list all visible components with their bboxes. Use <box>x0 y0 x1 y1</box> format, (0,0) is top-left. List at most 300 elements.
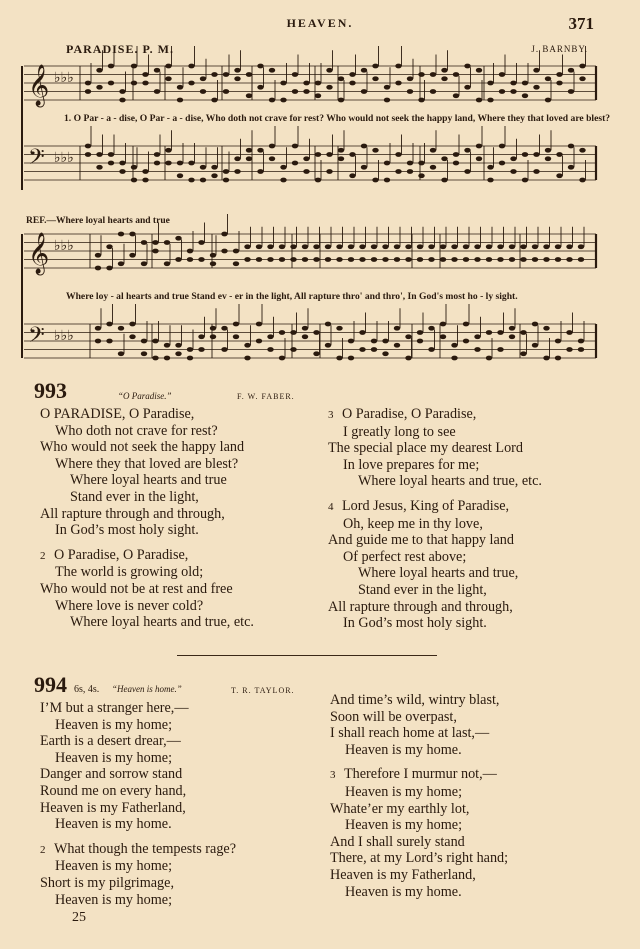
note-head <box>543 244 549 249</box>
verse-text: Heaven is my home; <box>345 817 463 834</box>
note-head <box>384 161 390 166</box>
note-head <box>279 244 285 249</box>
verse-line <box>40 841 236 859</box>
note-head <box>129 232 135 237</box>
note-head <box>303 169 309 174</box>
note-head <box>556 81 562 86</box>
hymn-993-right-column <box>328 406 542 632</box>
clef-symbol: 𝄢 <box>28 145 45 175</box>
verse-line <box>40 750 236 767</box>
note-head <box>106 322 112 327</box>
note-head <box>244 257 250 262</box>
verse-text: Heaven is my home; <box>345 783 463 800</box>
note-head <box>382 339 388 344</box>
note-head <box>405 244 411 249</box>
verse-text: Therefore I murmur not,— <box>344 766 497 783</box>
note-head <box>279 330 285 335</box>
tune-name: PARADISE. P. M. <box>66 42 175 56</box>
note-head <box>85 89 91 94</box>
note-head <box>141 351 147 356</box>
verse-line <box>40 439 254 456</box>
verse-text: Whate’er my earthly lot, <box>330 800 470 817</box>
note-head <box>96 85 102 90</box>
verse-text: Heaven is my home; <box>55 858 173 875</box>
note-head <box>313 257 319 262</box>
note-head <box>164 261 170 266</box>
note-head <box>407 169 413 174</box>
verse-text: Danger and sorrow stand <box>40 766 183 783</box>
note-head <box>382 351 388 356</box>
note-head <box>441 156 447 161</box>
note-head <box>188 81 194 86</box>
verse-number: 4 <box>328 500 334 513</box>
note-head <box>497 257 503 262</box>
note-head <box>566 347 572 352</box>
note-head <box>545 148 551 153</box>
verse-line <box>330 784 508 801</box>
verse-line <box>330 742 508 759</box>
note-head <box>303 156 309 161</box>
note-head <box>221 232 227 237</box>
note-head <box>95 339 101 344</box>
note-head <box>292 89 298 94</box>
verse-text: Where loyal hearts and true, etc. <box>70 614 254 631</box>
note-head <box>141 261 147 266</box>
note-head <box>533 85 539 90</box>
hymn-993-author: F. W. FABER. <box>237 392 295 401</box>
note-head <box>152 356 158 361</box>
verse-text: The special place my dearest Lord <box>328 440 523 457</box>
page-number: 371 <box>568 14 594 33</box>
note-head <box>441 178 447 183</box>
verse-line <box>328 565 542 582</box>
verse-line <box>40 783 236 800</box>
note-head <box>233 334 239 339</box>
note-head <box>256 244 262 249</box>
verse-text: Heaven is my home; <box>55 891 173 908</box>
hymn-993-left-column <box>40 406 254 631</box>
verse-text: Heaven is my home. <box>345 883 462 900</box>
note-head <box>96 152 102 157</box>
note-head <box>384 178 390 183</box>
verse-text: And guide me to that happy land <box>328 532 514 549</box>
note-head <box>372 148 378 153</box>
note-head <box>555 339 561 344</box>
verse-line <box>40 423 254 440</box>
note-head <box>244 343 250 348</box>
note-head <box>85 144 91 149</box>
verse-line <box>40 816 236 833</box>
note-head <box>187 249 193 254</box>
verse-line <box>40 598 254 615</box>
verse-line <box>328 457 542 474</box>
note-head <box>131 165 137 170</box>
note-head <box>131 64 137 69</box>
note-head <box>267 334 273 339</box>
verse-line <box>40 581 254 598</box>
note-head <box>359 330 365 335</box>
verse-line <box>328 473 542 490</box>
note-head <box>510 169 516 174</box>
note-head <box>221 249 227 254</box>
note-head <box>257 148 263 153</box>
note-head <box>418 173 424 178</box>
key-signature: ♭♭♭ <box>54 150 74 166</box>
note-head <box>418 72 424 77</box>
verse-line <box>330 884 508 901</box>
note-head <box>325 343 331 348</box>
note-head <box>326 68 332 73</box>
verse-text: And I shall surely stand <box>330 833 465 850</box>
note-head <box>142 72 148 77</box>
note-head <box>520 330 526 335</box>
note-head <box>211 72 217 77</box>
note-head <box>418 161 424 166</box>
note-head <box>405 334 411 339</box>
note-head <box>510 89 516 94</box>
note-head <box>280 165 286 170</box>
verse-line <box>40 717 236 734</box>
note-head <box>269 156 275 161</box>
verse-line <box>40 522 254 539</box>
verse-line <box>40 700 236 717</box>
verse-text: Where they that loved are blest? <box>55 455 239 472</box>
note-head <box>165 76 171 81</box>
note-head <box>223 178 229 183</box>
verse-text: I’M but a stranger here,— <box>40 700 189 716</box>
note-head <box>476 156 482 161</box>
music-score <box>0 0 640 380</box>
note-head <box>361 165 367 170</box>
verse-line <box>330 692 508 709</box>
note-head <box>188 64 194 69</box>
verse-line <box>330 867 508 884</box>
note-head <box>395 64 401 69</box>
note-head <box>497 330 503 335</box>
note-head <box>177 161 183 166</box>
verse-text: In God’s most holy sight. <box>343 615 487 632</box>
note-head <box>200 165 206 170</box>
verse-line <box>40 833 236 841</box>
verse-number: 3 <box>328 409 334 421</box>
note-head <box>384 85 390 90</box>
note-head <box>566 330 572 335</box>
verse-text: O Paradise, O Paradise, <box>54 546 189 563</box>
note-head <box>497 347 503 352</box>
note-head <box>108 81 114 86</box>
note-head <box>349 173 355 178</box>
note-head <box>325 257 331 262</box>
verse-line <box>330 801 508 818</box>
note-head <box>315 81 321 86</box>
note-head <box>499 72 505 77</box>
note-head <box>509 326 515 331</box>
printer-signature: 25 <box>72 910 86 925</box>
verse-line <box>40 406 254 423</box>
verse-number: 3 <box>330 769 336 782</box>
verse-line <box>330 758 508 766</box>
note-head <box>555 244 561 249</box>
verse-text: Short is my pilgrimage, <box>40 874 174 891</box>
note-head <box>302 244 308 249</box>
note-head <box>532 244 538 249</box>
clef-symbol: 𝄞 <box>28 65 50 106</box>
note-head <box>463 244 469 249</box>
note-head <box>474 334 480 339</box>
verse-line <box>328 498 542 516</box>
note-head <box>280 178 286 183</box>
note-head <box>267 257 273 262</box>
note-head <box>417 339 423 344</box>
note-head <box>359 347 365 352</box>
note-head <box>555 356 561 361</box>
note-head <box>522 178 528 183</box>
note-head <box>361 144 367 149</box>
note-head <box>499 89 505 94</box>
note-head <box>509 334 515 339</box>
note-head <box>95 253 101 258</box>
verse-text: Of perfect rest above; <box>343 548 467 565</box>
note-head <box>302 326 308 331</box>
note-head <box>223 89 229 94</box>
verse-line <box>330 850 508 867</box>
note-head <box>106 266 112 271</box>
note-head <box>325 244 331 249</box>
note-head <box>175 351 181 356</box>
note-head <box>200 76 206 81</box>
verse-text: Heaven is my home. <box>55 816 172 833</box>
note-head <box>532 257 538 262</box>
hymn-994-right-column <box>330 692 508 900</box>
verse-text: Who would not be at rest and free <box>40 580 233 597</box>
note-head <box>486 257 492 262</box>
verse-line <box>328 532 542 549</box>
note-head <box>474 244 480 249</box>
note-head <box>106 339 112 344</box>
verse-text: There, at my Lord’s right hand; <box>330 850 509 867</box>
note-head <box>509 257 515 262</box>
note-head <box>487 98 493 103</box>
note-head <box>533 68 539 73</box>
note-head <box>453 152 459 157</box>
note-head <box>313 244 319 249</box>
note-head <box>520 351 526 356</box>
verse-line <box>328 599 542 616</box>
verse-text: I greatly long to see <box>343 423 456 440</box>
verse-text: All rapture through and through, <box>40 505 225 522</box>
note-head <box>359 257 365 262</box>
note-head <box>303 81 309 86</box>
note-head <box>578 257 584 262</box>
note-head <box>428 326 434 331</box>
note-head <box>428 244 434 249</box>
note-head <box>223 72 229 77</box>
note-head <box>246 156 252 161</box>
note-head <box>579 76 585 81</box>
note-head <box>395 81 401 86</box>
note-head <box>118 261 124 266</box>
note-head <box>269 144 275 149</box>
verse-line <box>330 834 508 851</box>
note-head <box>198 257 204 262</box>
verse-text: Who would not seek the happy land <box>40 439 245 456</box>
note-head <box>177 173 183 178</box>
note-head <box>198 334 204 339</box>
note-head <box>313 351 319 356</box>
note-head <box>474 257 480 262</box>
note-head <box>129 322 135 327</box>
note-head <box>154 161 160 166</box>
note-head <box>348 339 354 344</box>
note-head <box>372 76 378 81</box>
note-head <box>418 98 424 103</box>
note-head <box>200 178 206 183</box>
note-head <box>85 152 91 157</box>
note-head <box>463 257 469 262</box>
verse-text: Who doth not crave for rest? <box>55 422 218 439</box>
note-head <box>476 144 482 149</box>
note-head <box>267 244 273 249</box>
note-head <box>336 326 342 331</box>
note-head <box>129 253 135 258</box>
note-head <box>405 257 411 262</box>
note-head <box>348 356 354 361</box>
note-head <box>451 343 457 348</box>
note-head <box>394 257 400 262</box>
note-head <box>221 347 227 352</box>
key-signature: ♭♭♭ <box>54 70 74 86</box>
note-head <box>428 257 434 262</box>
note-head <box>545 76 551 81</box>
note-head <box>326 152 332 157</box>
note-head <box>543 356 549 361</box>
section-divider <box>177 655 437 656</box>
note-head <box>165 161 171 166</box>
note-head <box>349 81 355 86</box>
note-head <box>464 85 470 90</box>
note-head <box>533 169 539 174</box>
note-head <box>487 81 493 86</box>
verse-text: Soon will be overpast, <box>330 708 457 725</box>
note-head <box>141 240 147 245</box>
note-head <box>326 85 332 90</box>
note-head <box>246 93 252 98</box>
note-head <box>164 343 170 348</box>
note-head <box>257 169 263 174</box>
note-head <box>211 98 217 103</box>
verse-line <box>328 406 542 424</box>
note-head <box>290 257 296 262</box>
note-head <box>361 89 367 94</box>
note-head <box>257 64 263 69</box>
note-head <box>154 89 160 94</box>
page-header-title: HEAVEN. <box>286 16 354 30</box>
note-head <box>338 98 344 103</box>
note-head <box>382 257 388 262</box>
verse-line <box>40 472 254 489</box>
verse-text: Where loyal hearts and true, <box>358 565 519 582</box>
note-head <box>96 68 102 73</box>
verse-line <box>40 489 254 506</box>
note-head <box>338 156 344 161</box>
note-head <box>152 240 158 245</box>
note-head <box>453 93 459 98</box>
note-head <box>234 156 240 161</box>
lyric-line-2: Where loy - al hearts and true Stand ev - er in the light, All rapture thro' and thro', In God's most ho - ly sight. <box>66 291 518 302</box>
note-head <box>440 334 446 339</box>
verse-text: Stand ever in the light, <box>358 581 487 598</box>
note-head <box>348 244 354 249</box>
verse-line <box>330 766 508 784</box>
note-head <box>198 240 204 245</box>
note-head <box>152 339 158 344</box>
note-head <box>520 257 526 262</box>
verse-line <box>328 615 542 632</box>
note-head <box>267 347 273 352</box>
verse-line <box>40 564 254 581</box>
note-head <box>223 169 229 174</box>
verse-text: In love prepares for me; <box>343 456 480 473</box>
note-head <box>165 148 171 153</box>
note-head <box>556 72 562 77</box>
note-head <box>244 244 250 249</box>
verse-text: Where loyal hearts and true <box>70 472 227 489</box>
note-head <box>361 68 367 73</box>
verse-line <box>328 549 542 566</box>
note-head <box>187 356 193 361</box>
note-head <box>234 76 240 81</box>
verse-text: All rapture through and through, <box>328 598 513 615</box>
verse-text: Round me on every hand, <box>40 782 187 799</box>
note-head <box>428 347 434 352</box>
note-head <box>244 356 250 361</box>
hymn-993-first-line-title: “O Paradise.” <box>118 391 172 401</box>
hymn-994-heading <box>34 672 67 698</box>
note-head <box>95 266 101 271</box>
note-head <box>210 253 216 258</box>
verse-line <box>330 725 508 742</box>
hymn-994-left-column <box>40 700 236 908</box>
verse-text: Heaven is my home; <box>55 716 173 733</box>
note-head <box>221 326 227 331</box>
note-head <box>154 68 160 73</box>
note-head <box>336 257 342 262</box>
note-head <box>119 98 125 103</box>
note-head <box>417 330 423 335</box>
verse-text: Heaven is my Fatherland, <box>330 866 476 883</box>
note-head <box>290 347 296 352</box>
lyric-line-1: 1. O Par - a - dise, O Par - a - dise, Who doth not crave for rest? Who would not seek the happy land, Where they that loved are blest? <box>64 113 611 124</box>
note-head <box>315 93 321 98</box>
verse-text: Earth is a desert drear,— <box>40 733 181 750</box>
note-head <box>522 93 528 98</box>
note-head <box>487 178 493 183</box>
note-head <box>142 169 148 174</box>
verse-line <box>40 539 254 547</box>
note-head <box>233 261 239 266</box>
note-head <box>85 81 91 86</box>
note-head <box>257 85 263 90</box>
verse-number: 2 <box>40 843 46 856</box>
verse-text: O PARADISE, O Paradise, <box>40 406 195 422</box>
note-head <box>338 76 344 81</box>
note-head <box>233 322 239 327</box>
note-head <box>95 326 101 331</box>
note-head <box>464 64 470 69</box>
verse-text: The world is growing old; <box>55 564 204 581</box>
clef-symbol: 𝄢 <box>28 323 45 353</box>
note-head <box>118 351 124 356</box>
